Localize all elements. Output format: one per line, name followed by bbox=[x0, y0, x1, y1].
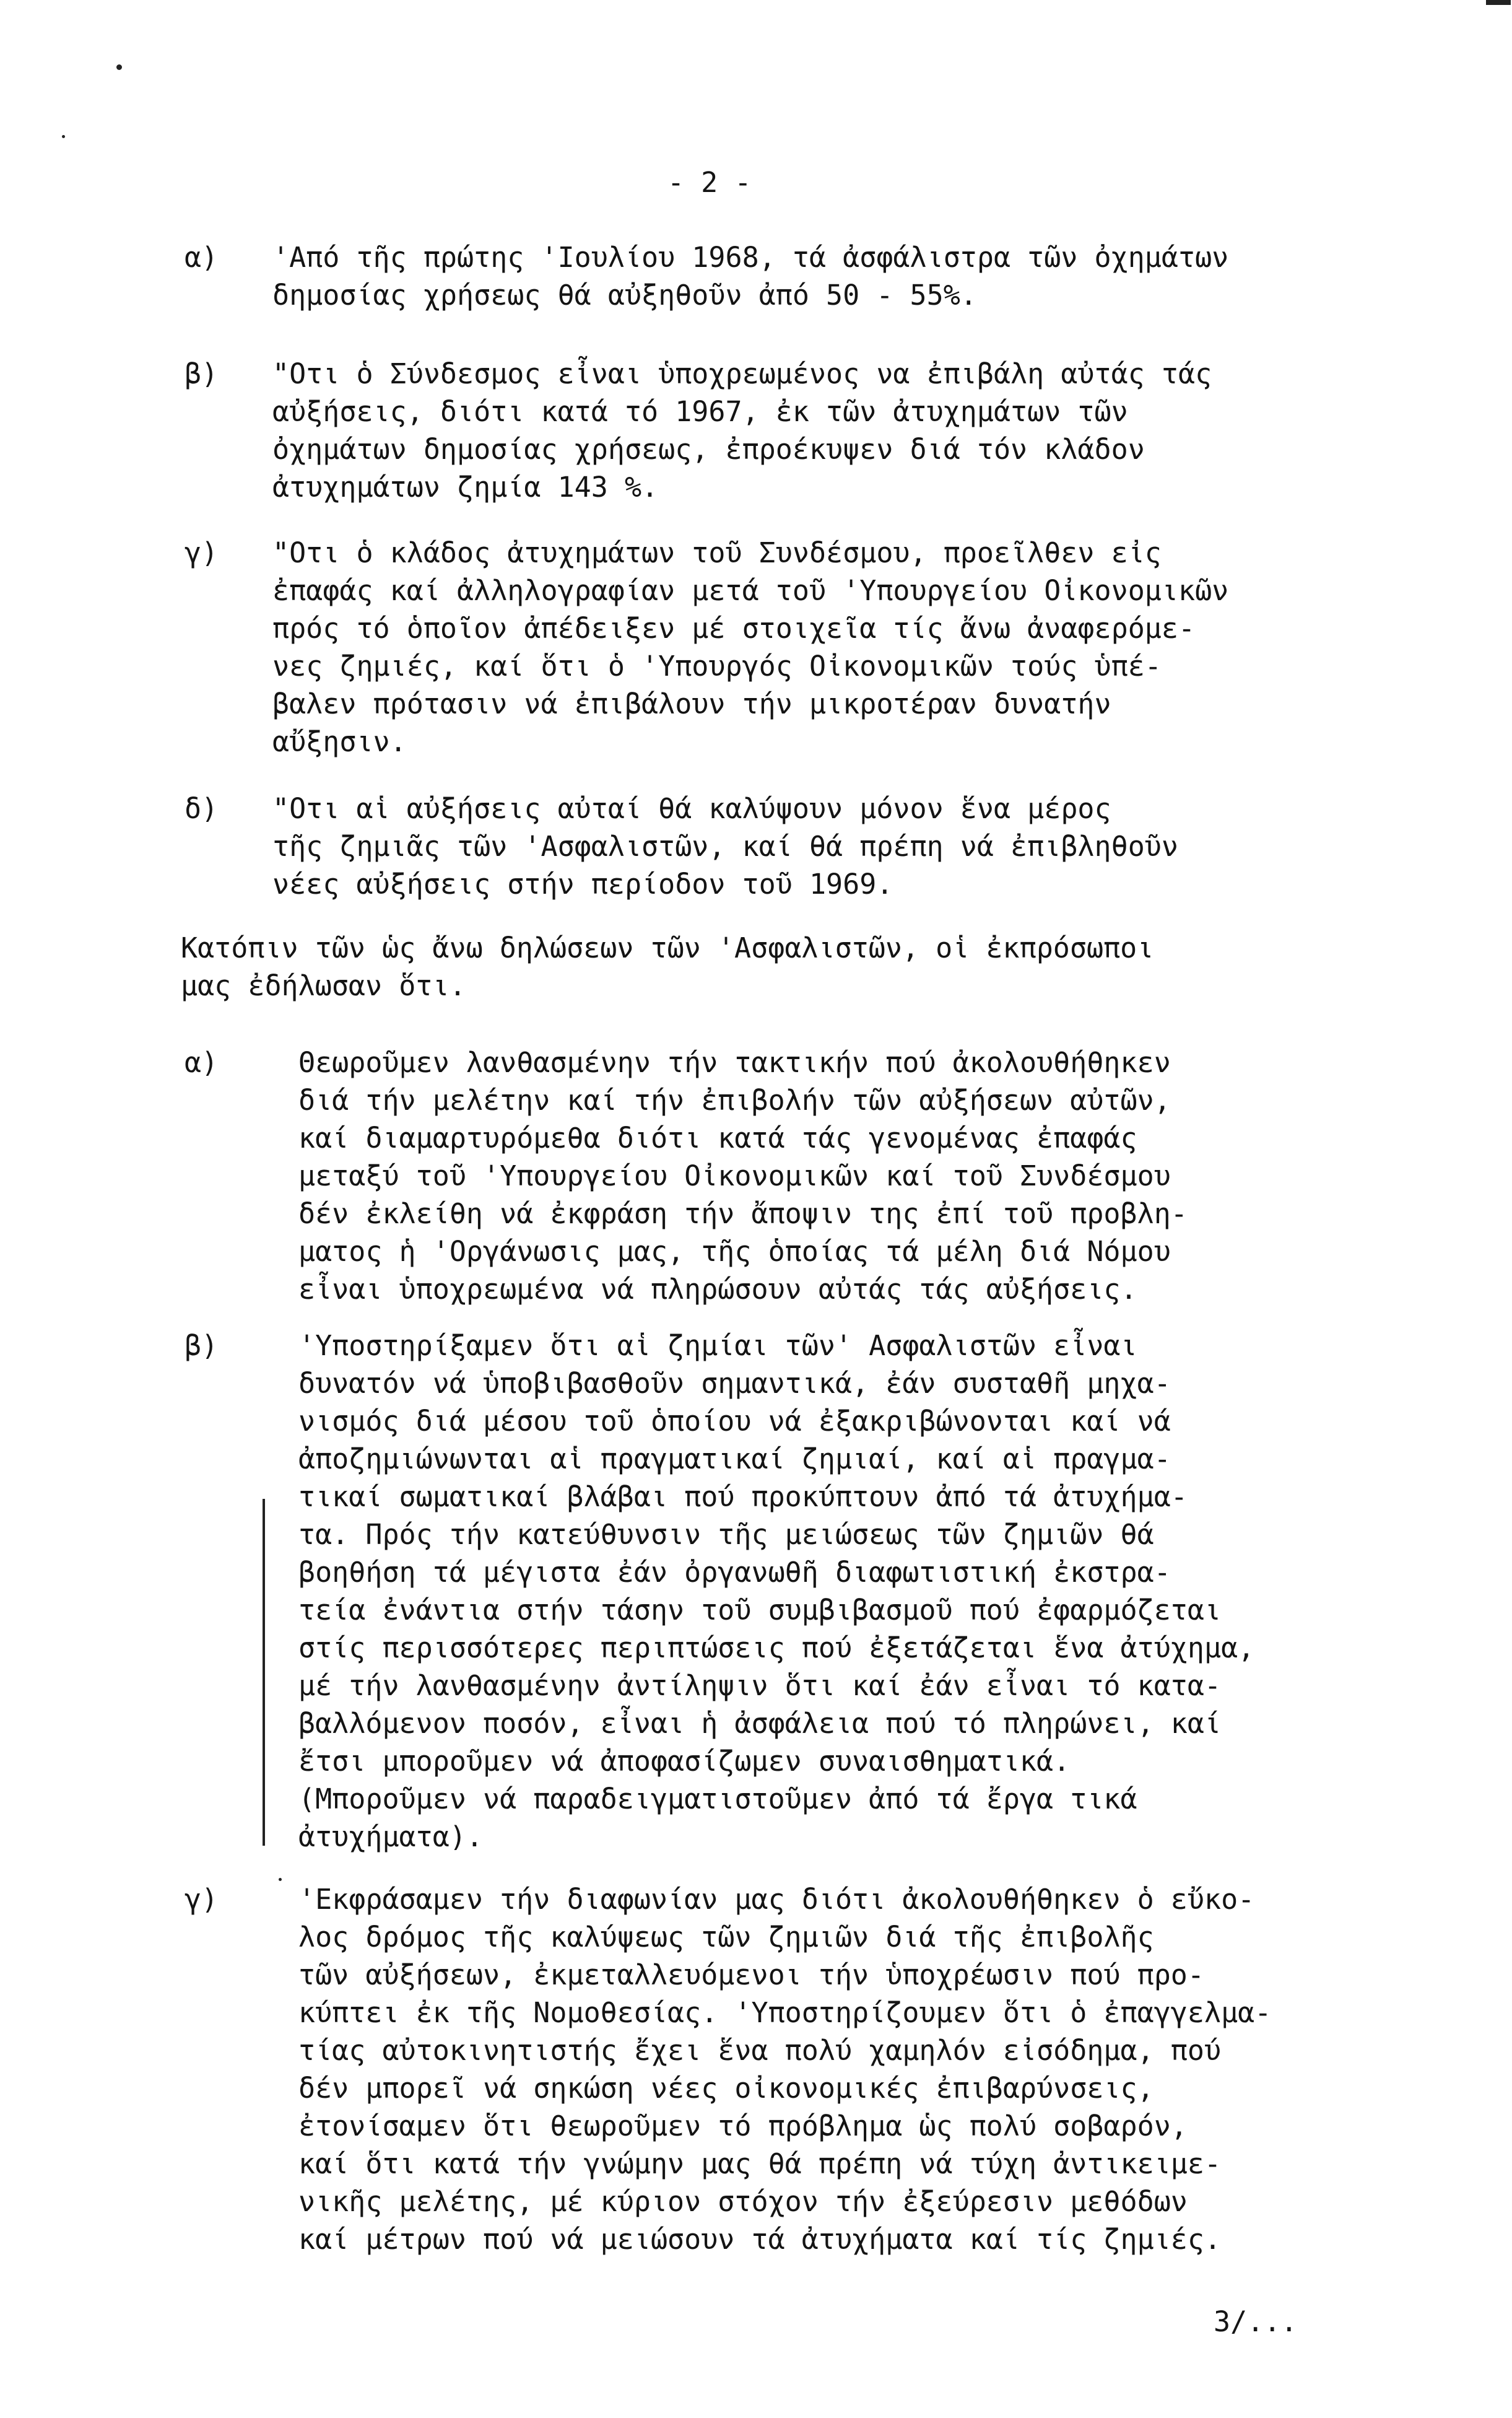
text-line: τῆς ζημιᾶς τῶν 'Ασφαλιστῶν, καί θά πρέπη νά ἐπιβληθοῦν bbox=[272, 830, 1178, 863]
text-line: νισμός διά μέσου τοῦ ὁποίου νά ἐξακριβώνονται καί νά bbox=[298, 1405, 1171, 1438]
text-line: τεία ἐνάντια στήν τάσην τοῦ συμβιβασμοῦ πού ἐφαρμόζεται bbox=[298, 1594, 1222, 1626]
text-line: τίας αὐτοκινητιστής ἔχει ἕνα πολύ χαμηλόν εἰσόδημα, πού bbox=[298, 2034, 1222, 2067]
text-line: ἐτονίσαμεν ὅτι θεωροῦμεν τό πρόβλημα ὡς πολύ σοβαρόν, bbox=[298, 2110, 1188, 2142]
text-line: καί μέτρων πού νά μειώσουν τά ἀτυχήματα καί τίς ζημιές. bbox=[298, 2223, 1222, 2256]
list-label: γ) bbox=[185, 1883, 219, 1916]
text-line: νικῆς μελέτης, μέ κύριον στόχον τήν ἐξεύρεσιν μεθόδων bbox=[298, 2185, 1188, 2218]
text-line: δέν ἐκλείθη νά ἐκφράση τήν ἄποψιν της ἐπί τοῦ προβλη- bbox=[298, 1197, 1188, 1230]
scan-speck bbox=[279, 1878, 282, 1881]
text-line: "Οτι αἱ αὐξήσεις αὐταί θά καλύψουν μόνον ἕνα μέρος bbox=[272, 792, 1111, 825]
text-line: ἐπαφάς καί ἀλληλογραφίαν μετά τοῦ 'Υπουργείου Οἰκονομικῶν bbox=[272, 574, 1229, 607]
text-line: τῶν αὐξήσεων, ἐκμεταλλευόμενοι τήν ὑποχρέωσιν πού προ- bbox=[298, 1958, 1204, 1991]
text-line: ἔτσι μποροῦμεν νά ἀποφασίζωμεν συναισθηματικά. bbox=[298, 1745, 1071, 1778]
paragraph bbox=[298, 1880, 1271, 2258]
scan-speck bbox=[116, 64, 122, 70]
list-label: δ) bbox=[185, 792, 219, 825]
text-line: αὔξησιν. bbox=[272, 725, 407, 758]
text-line: ἀτυχήματα). bbox=[298, 1820, 484, 1853]
text-line: μεταξύ τοῦ 'Υπουργείου Οἰκονομικῶν καί τοῦ Συνδέσμου bbox=[298, 1159, 1171, 1192]
text-line: κύπτει ἐκ τῆς Νομοθεσίας. 'Υποστηρίζουμεν ὅτι ὁ ἐπαγγελμα- bbox=[298, 1996, 1272, 2029]
list-label: α) bbox=[185, 241, 219, 274]
text-line: τα. Πρός τήν κατεύθυνσιν τῆς μειώσεως τῶν ζημιῶν θά bbox=[298, 1518, 1154, 1551]
text-line: αὐξήσεις, διότι κατά τό 1967, ἐκ τῶν ἀτυχημάτων τῶν bbox=[272, 395, 1128, 428]
list-label: β) bbox=[185, 357, 219, 390]
text-line: δημοσίας χρήσεως θά αὐξηθοῦν ἀπό 50 - 55%. bbox=[272, 279, 977, 312]
list-label: α) bbox=[185, 1046, 219, 1079]
intro-paragraph bbox=[181, 929, 1154, 1005]
text-line: 'Από τῆς πρώτης 'Ιουλίου 1968, τά ἀσφάλιστρα τῶν ὀχημάτων bbox=[272, 241, 1229, 274]
text-line: "Οτι ὁ κλάδος ἀτυχημάτων τοῦ Συνδέσμου, προεῖλθεν εἰς bbox=[272, 536, 1162, 569]
paragraph bbox=[272, 355, 1212, 506]
text-line: στίς περισσότερες περιπτώσεις πού ἐξετάζεται ἕνα ἀτύχημα, bbox=[298, 1631, 1255, 1664]
paragraph bbox=[272, 790, 1178, 903]
text-line: δέν μπορεῖ νά σηκώση νέες οἰκονομικές ἐπιβαρύνσεις, bbox=[298, 2072, 1154, 2105]
text-line: εἶναι ὑποχρεωμένα νά πληρώσουν αὐτάς τάς αὐξήσεις. bbox=[298, 1273, 1137, 1306]
paragraph bbox=[298, 1327, 1254, 1856]
paragraph bbox=[298, 1044, 1188, 1308]
text-line: ματος ἡ 'Οργάνωσις μας, τῆς ὁποίας τά μέλη διά Νόμου bbox=[298, 1235, 1171, 1268]
text-line: Θεωροῦμεν λανθασμένην τήν τακτικήν πού ἀκολουθήθηκεν bbox=[298, 1046, 1171, 1079]
continuation-marker: 3/... bbox=[1214, 2305, 1298, 2338]
text-line: ἀτυχημάτων ζημία 143 %. bbox=[272, 471, 659, 504]
text-line: νέες αὐξήσεις στήν περίοδον τοῦ 1969. bbox=[272, 868, 893, 901]
text-line: Κατόπιν τῶν ὡς ἄνω δηλώσεων τῶν 'Ασφαλιστῶν, οἱ ἐκπρόσωποι bbox=[181, 932, 1154, 964]
text-line: ὀχημάτων δημοσίας χρήσεως, ἐπροέκυψεν διά τόν κλάδον bbox=[272, 433, 1145, 466]
text-line: λος δρόμος τῆς καλύψεως τῶν ζημιῶν διά τῆς ἐπιβολῆς bbox=[298, 1921, 1154, 1953]
text-line: 'Εκφράσαμεν τήν διαφωνίαν μας διότι ἀκολουθήθηκεν ὁ εὔκο- bbox=[298, 1883, 1255, 1916]
text-line: βοηθήση τά μέγιστα ἐάν ὀργανωθῆ διαφωτιστική ἐκστρα- bbox=[298, 1556, 1171, 1589]
text-line: μας ἐδήλωσαν ὅτι. bbox=[181, 969, 466, 1002]
text-line: τικαί σωματικαί βλάβαι πού προκύπτουν ἀπό τά ἀτυχήμα- bbox=[298, 1480, 1188, 1513]
scan-speck bbox=[62, 135, 65, 138]
text-line: βαλλόμενον ποσόν, εἶναι ἡ ἀσφάλεια πού τό πληρώνει, καί bbox=[298, 1707, 1222, 1740]
text-line: νες ζημιές, καί ὅτι ὁ 'Υπουργός Οἰκονομικῶν τούς ὑπέ- bbox=[272, 650, 1162, 683]
text-line: 'Υποστηρίξαμεν ὅτι αἱ ζημίαι τῶν' Ασφαλιστῶν εἶναι bbox=[298, 1329, 1137, 1362]
text-line: βαλεν πρότασιν νά ἐπιβάλουν τήν μικροτέραν δυνατήν bbox=[272, 687, 1111, 720]
text-line: καί διαμαρτυρόμεθα διότι κατά τάς γενομένας ἐπαφάς bbox=[298, 1122, 1137, 1154]
text-line: καί ὅτι κατά τήν γνώμην μας θά πρέπη νά τύχη ἀντικειμε- bbox=[298, 2147, 1222, 2180]
text-line: δυνατόν νά ὑποβιβασθοῦν σημαντικά, ἐάν συσταθῆ μηχα- bbox=[298, 1367, 1171, 1400]
text-line: ἀποζημιώνωνται αἱ πραγματικαί ζημιαί, καί αἱ πραγμα- bbox=[298, 1443, 1171, 1475]
scan-speck bbox=[1486, 0, 1511, 5]
text-line: (Μποροῦμεν νά παραδειγματιστοῦμεν ἀπό τά ἔργα τικά bbox=[298, 1783, 1137, 1815]
page-number: - 2 - bbox=[667, 166, 752, 199]
text-line: διά τήν μελέτην καί τήν ἐπιβολήν τῶν αὐξήσεων αὐτῶν, bbox=[298, 1084, 1171, 1117]
list-label: β) bbox=[185, 1329, 219, 1362]
text-line: "Οτι ὁ Σύνδεσμος εἶναι ὑποχρεωμένος να ἐπιβάλη αὐτάς τάς bbox=[272, 357, 1212, 390]
margin-line bbox=[263, 1499, 265, 1846]
text-line: πρός τό ὁποῖον ἀπέδειξεν μέ στοιχεῖα τίς ἄνω ἀναφερόμε- bbox=[272, 612, 1196, 645]
paragraph bbox=[272, 534, 1228, 761]
text-line: μέ τήν λανθασμένην ἀντίληψιν ὅτι καί ἐάν εἶναι τό κατα- bbox=[298, 1669, 1222, 1702]
list-label: γ) bbox=[185, 536, 219, 569]
paragraph bbox=[272, 238, 1228, 314]
